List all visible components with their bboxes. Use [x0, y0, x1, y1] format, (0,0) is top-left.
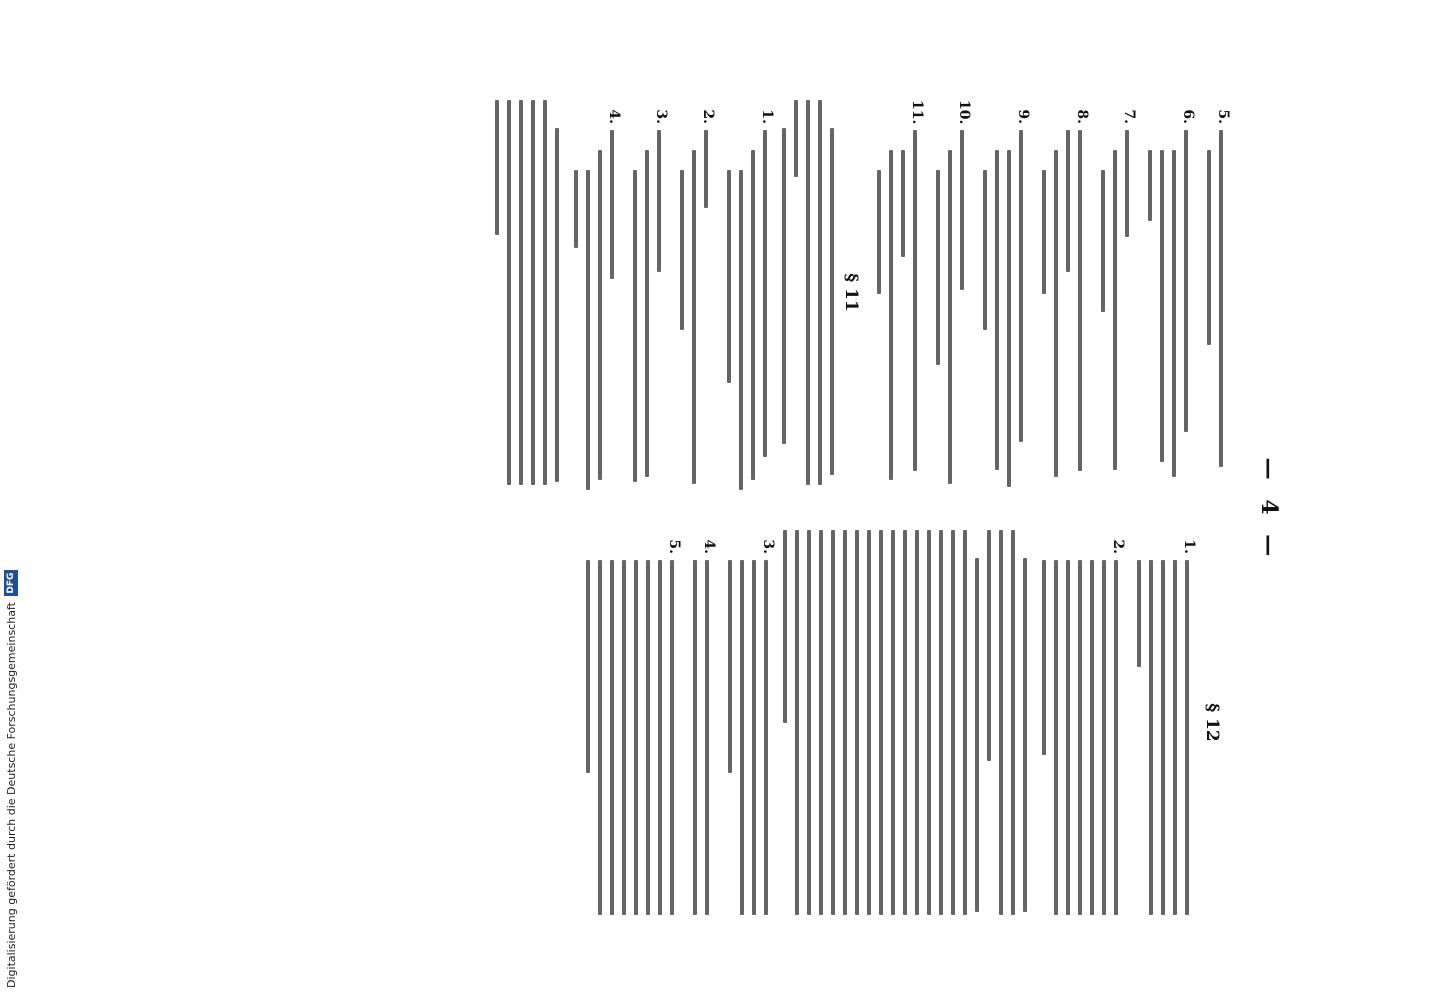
list-item: 3.	[625, 100, 668, 485]
section-heading: § 12	[1202, 703, 1222, 742]
list-item: 2.	[672, 100, 715, 485]
list-item: 7.	[1093, 100, 1136, 485]
list-item: 5.	[1199, 100, 1230, 485]
section-heading: § 11	[841, 273, 861, 312]
list-item: 1.	[1129, 530, 1196, 915]
list-item: 10.	[928, 100, 971, 485]
dfg-credit: Digitalisierung gefördert durch die Deutsche Forschungsgemeinschaft DFG	[4, 570, 18, 988]
list-item: 9.	[975, 100, 1030, 485]
paragraph	[495, 100, 559, 485]
right-column	[574, 530, 1230, 915]
document-page	[100, 100, 1290, 920]
list-item: 4.	[566, 100, 621, 485]
list-item: 4.	[685, 530, 716, 915]
list-item: 3.	[720, 530, 775, 915]
list-item: 1.	[719, 100, 774, 485]
list-item: 5.	[578, 530, 681, 915]
list-item: 8.	[1034, 100, 1089, 485]
page-number: — 4 —	[1256, 457, 1282, 563]
dfg-logo: DFG	[4, 570, 18, 596]
list-item: 11.	[869, 100, 924, 485]
paragraph	[782, 100, 834, 485]
left-column	[487, 100, 1230, 485]
list-item: 6.	[1140, 100, 1195, 485]
paragraph	[783, 530, 1027, 915]
list-item: 2.	[1034, 530, 1125, 915]
